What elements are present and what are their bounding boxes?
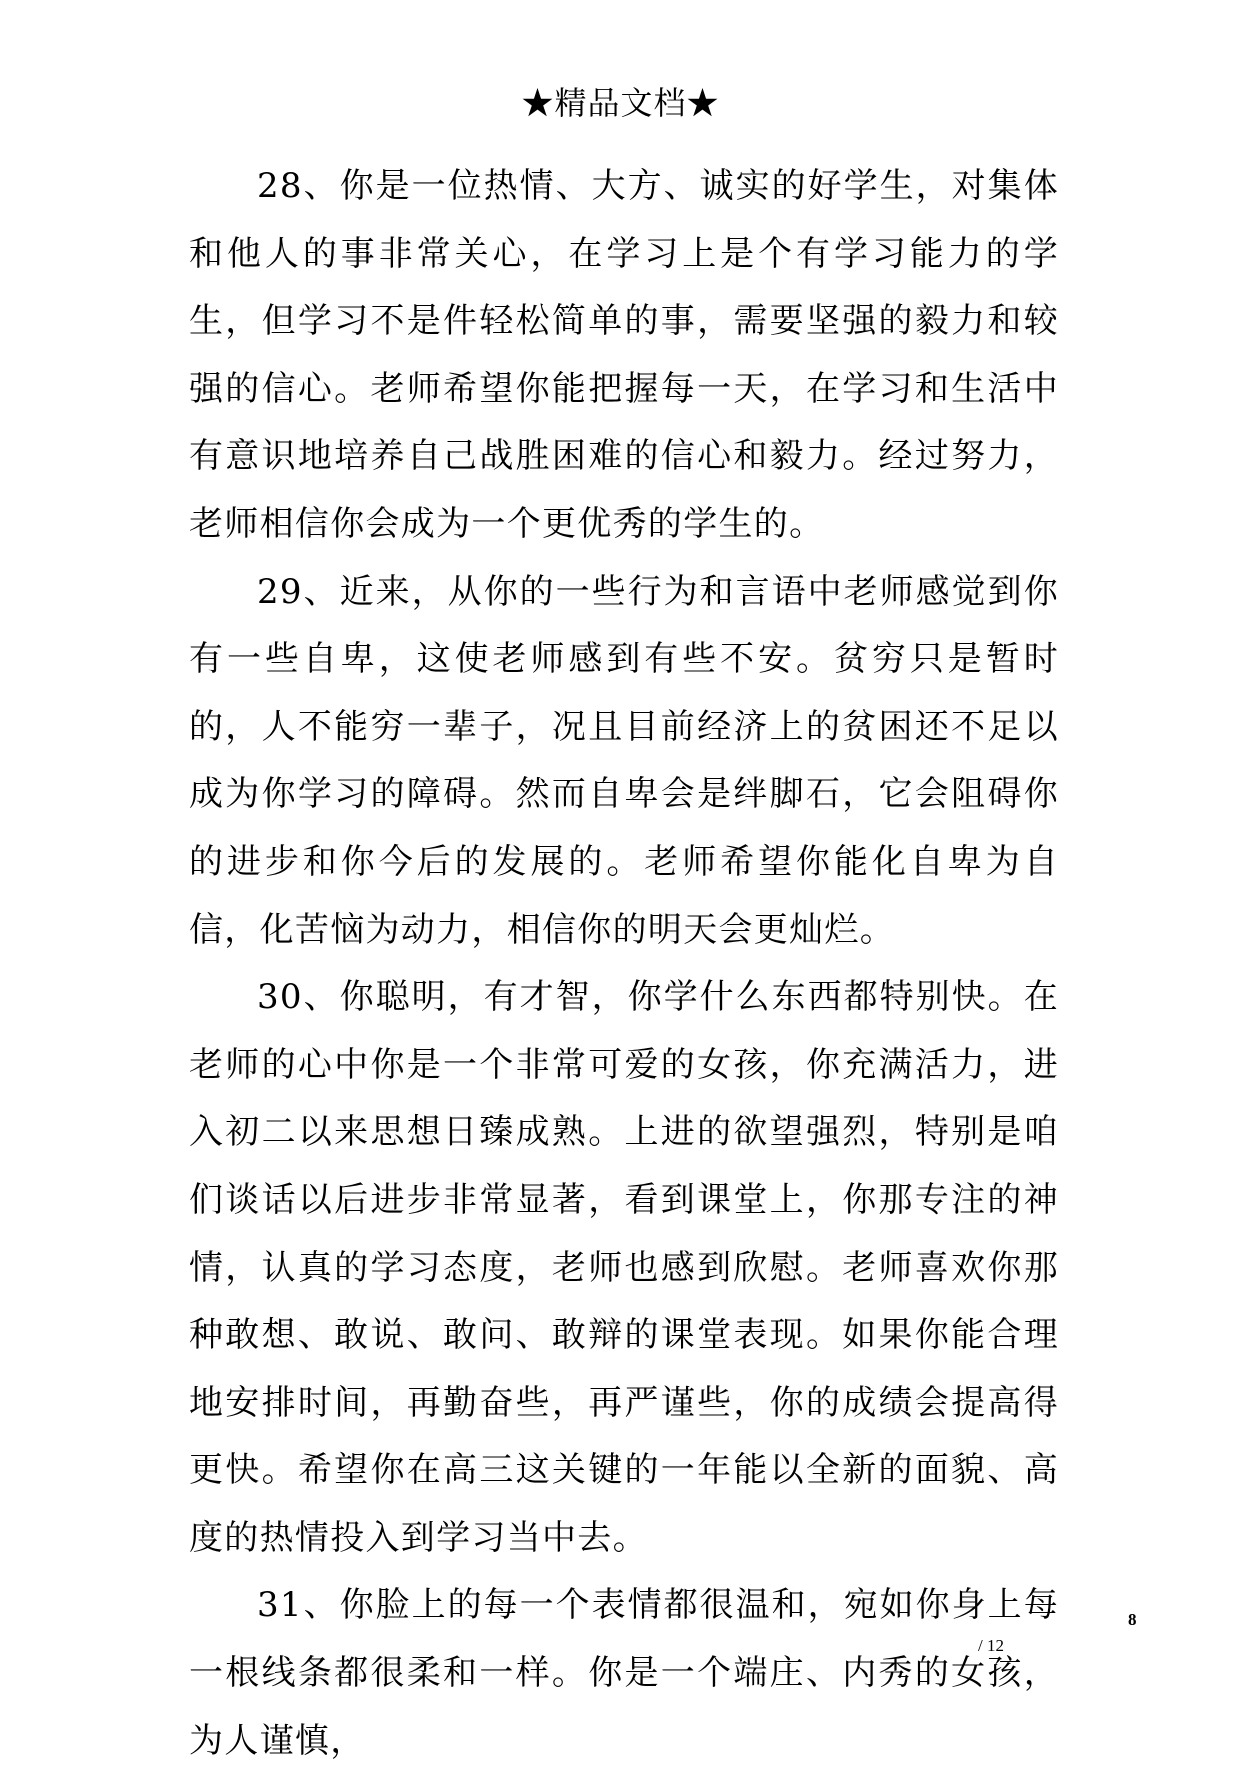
document-body bbox=[189, 153, 1059, 1775]
page-number: 8 bbox=[1128, 1610, 1137, 1629]
document-header: ★精品文档★ bbox=[521, 84, 720, 122]
page-total: / 12 bbox=[978, 1636, 1004, 1655]
paragraph-28: 28、你是一位热情、大方、诚实的好学生，对集体和他人的事非常关心，在学习上是个有学习能力的学生，但学习不是件轻松简单的事，需要坚强的毅力和较强的信心。老师希望你能把握每一天，在学习和生活中有意识地培养自己战胜困难的信心和毅力。经过努力，老师相信你会成为一个更优秀的学生的。 bbox=[189, 166, 1059, 544]
paragraph-29: 29、近来，从你的一些行为和言语中老师感觉到你有一些自卑，这使老师感到有些不安。贫穷只是暂时的，人不能穷一辈子，况且目前经济上的贫困还不足以成为你学习的障碍。然而自卑会是绊脚石，它会阻碍你的进步和你今后的发展的。老师希望你能化自卑为自信，化苦恼为动力，相信你的明天会更灿烂。 bbox=[189, 571, 1059, 950]
paragraph-31: 31、你脸上的每一个表情都很温和，宛如你身上每一根线条都很柔和一样。你是一个端庄、内秀的女孩，为人谨慎， bbox=[189, 1585, 1059, 1761]
paragraph-30: 30、你聪明，有才智，你学什么东西都特别快。在老师的心中你是一个非常可爱的女孩，你充满活力，进入初二以来思想日臻成熟。上进的欲望强烈，特别是咱们谈话以后进步非常显著，看到课堂上，你那专注的神情，认真的学习态度，老师也感到欣慰。老师喜欢你那种敢想、敢说、敢问、敢辩的课堂表现。如果你能合理地安排时间，再勤奋些，再严谨些，你的成绩会提高得更快。希望你在高三这关键的一年能以全新的面貌、高度的热情投入到学习当中去。 bbox=[189, 977, 1059, 1558]
